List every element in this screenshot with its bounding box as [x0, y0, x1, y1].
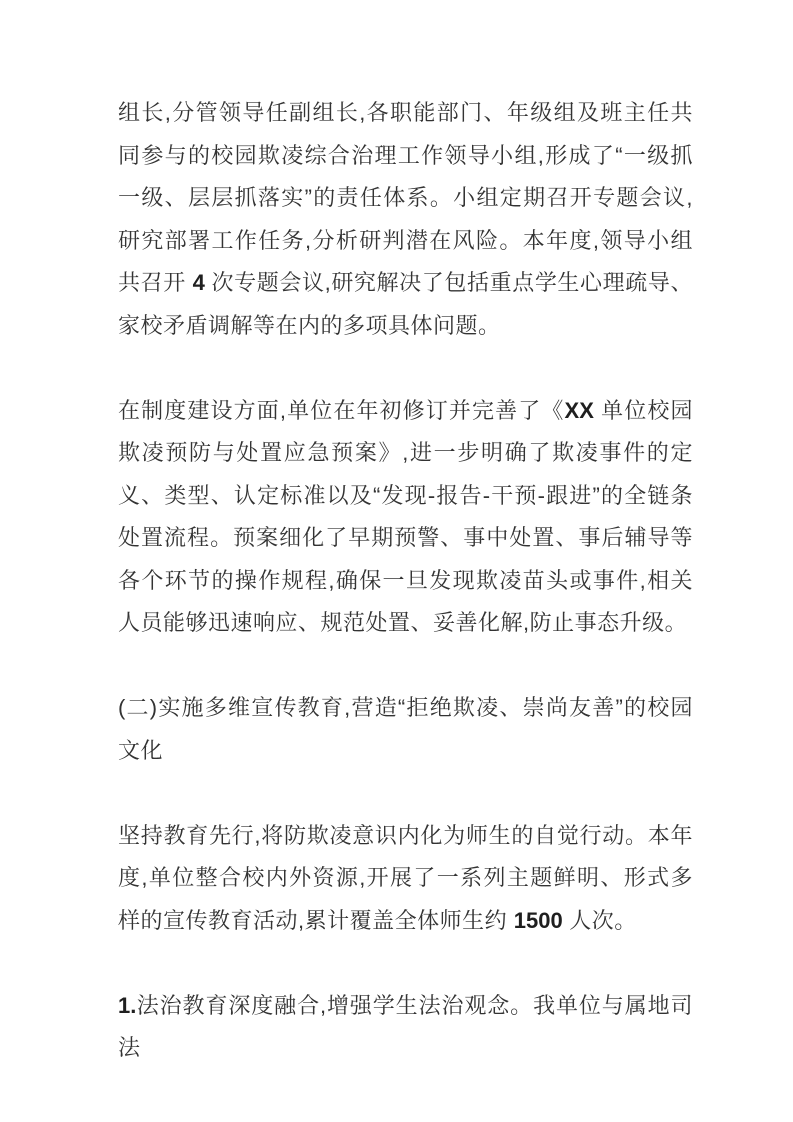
paragraph-legal-education: 1.法治教育深度融合,增强学生法治观念。我单位与属地司法: [118, 992, 693, 1060]
section-heading-2: (二)实施多维宣传教育,营造“拒绝欺凌、崇尚友善”的校园文化: [118, 695, 693, 763]
paragraph-system-building: 在制度建设方面,单位在年初修订并完善了《XX 单位校园欺凌预防与处置应急预案》,进一步明确了欺凌事件的定义、类型、认定标准以及“发现-报告-干预-跟进”的全链条处置流程。预案细化了早期预警、事中处置、事后辅导等各个环节的操作规程,确保一旦发现欺凌苗头或事件,相关人员能够迅速响应、规范处置、妥善化解,防止事态升级。: [118, 397, 693, 635]
paragraph-education-first: 坚持教育先行,将防欺凌意识内化为师生的自觉行动。本年度,单位整合校内外资源,开展了一系列主题鲜明、形式多样的宣传教育活动,累计覆盖全体师生约 1500 人次。: [118, 822, 693, 933]
paragraph-leadership-group: 组长,分管领导任副组长,各职能部门、年级组及班主任共同参与的校园欺凌综合治理工作领导小组,形成了“一级抓一级、层层抓落实”的责任体系。小组定期召开专题会议,研究部署工作任务,分析研判潜在风险。本年度,领导小组共召开 4 次专题会议,研究解决了包括重点学生心理疏导、家校矛盾调解等在内的多项具体问题。: [118, 100, 693, 338]
